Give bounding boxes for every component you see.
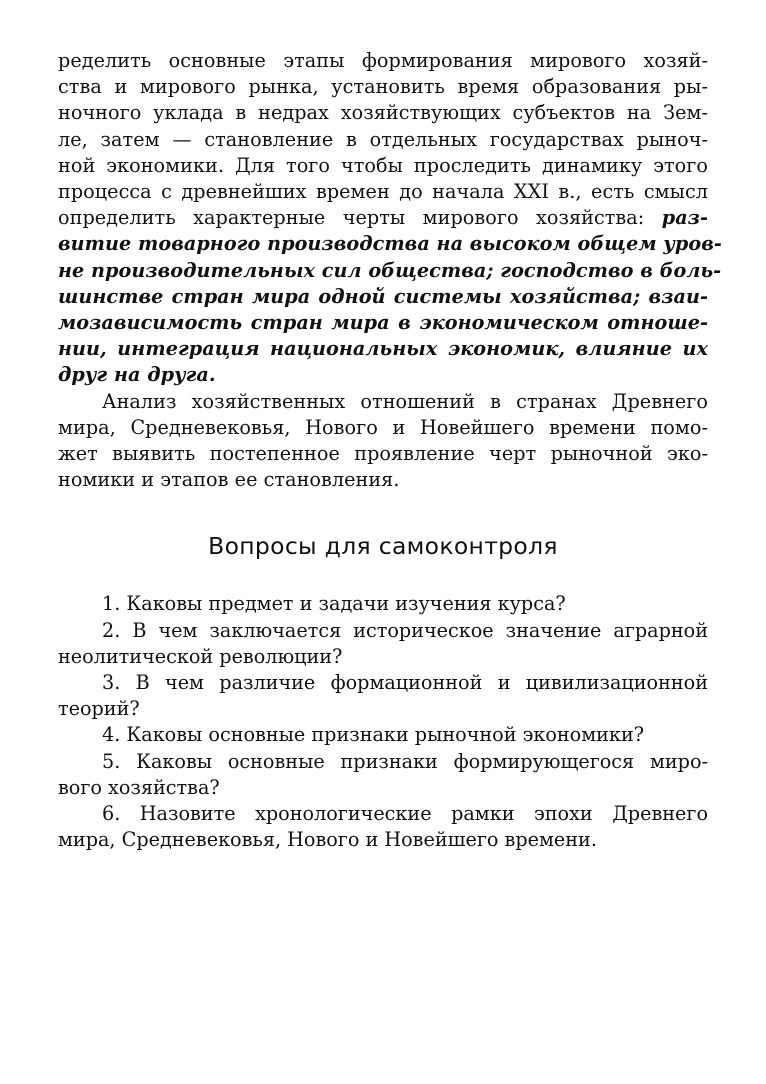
text-segment: определить характерные черты мирового хозяйства: [58,206,645,230]
paragraph-analysis [58,389,708,494]
emphasis-line: витие товарного производства на высоком общем уров- [58,232,722,256]
text-line: жет выявить постепенное проявление черт рыночной эко- [58,442,708,466]
text-line-mixed [58,205,708,231]
emphasis-line: друг на друга. [58,363,216,387]
emphasis-line: шинстве стран мира одной системы хозяйства; взаи- [58,284,708,308]
question-item [58,749,708,801]
paragraph-emphasis [58,231,722,388]
question-item [58,618,708,670]
text-line: ределить основные этапы формирования мирового хозяй- [58,49,708,72]
emphasis-line: мозависимость стран мира в экономическом отноше- [58,311,708,335]
section-title: Вопросы для самоконтроля [208,532,558,561]
question-line: 6. Назовите хронологические рамки эпохи Древнего [102,802,708,826]
question-item [58,591,708,617]
text-line: ной экономики. Для того чтобы проследить динамику этого [58,153,708,177]
emphasis-segment: раз- [661,206,708,230]
question-line: 5. Каковы основные признаки формирующегося миро- [102,749,708,773]
question-item [58,722,708,748]
text-line: Анализ хозяйственных отношений в странах Древнего [102,389,708,413]
question-line: неолитической революции? [58,644,343,668]
text-line: ночного уклада в недрах хозяйствующих субъектов на Зем- [58,101,708,125]
text-line: ства и мирового рынка, установить время образования ры- [58,75,708,99]
question-line: 3. В чем различие формационной и цивилизационной [102,671,708,695]
question-item [58,670,708,722]
questions-list [58,591,708,853]
question-line: 2. В чем заключается историческое значение аграрной [102,618,708,642]
question-line: 4. Каковы основные признаки рыночной экономики? [102,723,645,747]
question-line: вого хозяйства? [58,775,220,799]
emphasis-line: не производительных сил общества; господство в боль- [58,258,722,282]
text-line: ле, затем — становление в отдельных государствах рыноч- [58,127,708,151]
paragraph-intro [58,48,708,231]
question-line: теорий? [58,697,140,721]
text-line: мира, Средневековья, Нового и Новейшего времени помо- [58,415,708,439]
text-line: номики и этапов ее становления. [58,468,400,492]
question-line: мира, Средневековья, Нового и Новейшего времени. [58,828,597,852]
question-line: 1. Каковы предмет и задачи изучения курса? [102,592,566,616]
text-line: процесса с древнейших времен до начала XXI в., есть смысл [58,180,708,204]
emphasis-line: нии, интеграция национальных экономик, влияние их [58,337,708,361]
document-page [58,48,722,853]
question-item [58,801,708,853]
